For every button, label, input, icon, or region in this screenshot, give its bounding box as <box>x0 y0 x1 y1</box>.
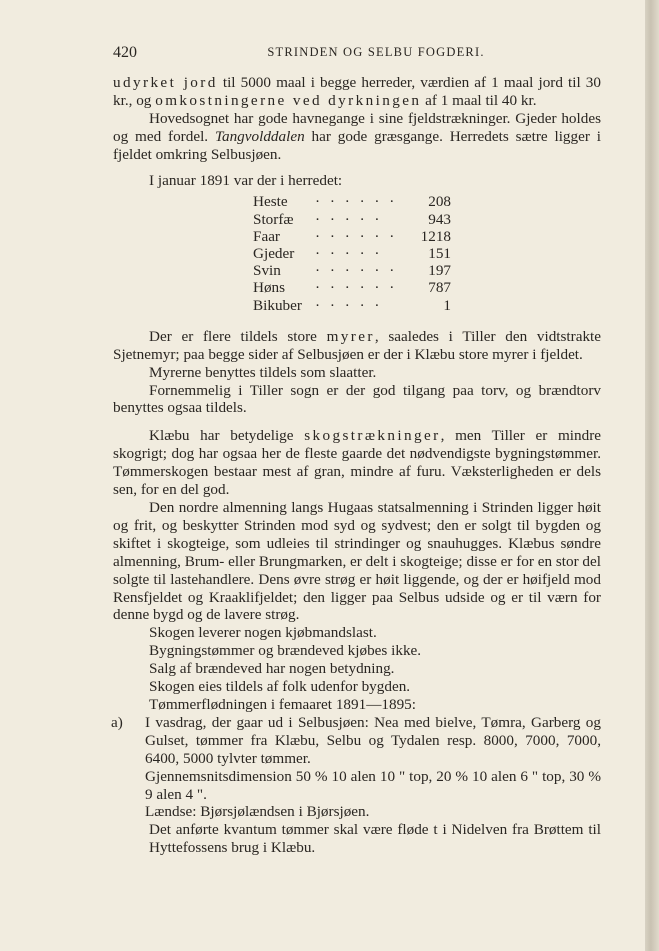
spaced-term: myrer <box>326 327 375 345</box>
leader-dots: · · · · · · <box>315 227 398 245</box>
text-run: Gjennemsnitsdimension 50 % 10 alen 10 " top, 20 % 10 alen 6 " top, 30 % 9 alen 4 ". <box>145 767 601 803</box>
closing-line: Det anførte kvantum tømmer skal være fløde t i Nidelven fra Brøttem til Hyttefossens brug i Klæbu. <box>149 821 601 857</box>
livestock-row <box>253 245 451 262</box>
animal-name: Gjeder <box>253 245 295 263</box>
short-line: Tømmerflødningen i femaaret 1891—1895: <box>149 695 416 713</box>
short-line: Salg af brændeved har nogen betydning. <box>149 660 395 678</box>
text-run: Hovedsognet har gode havnegange i sine fjeldstrækninger. Gjeder holdes og med fordel. <box>113 109 601 145</box>
skog-paragraph <box>113 427 601 499</box>
livestock-row <box>253 297 451 314</box>
almenning-paragraph: Den nordre almenning langs Hugaas statsalmenning i Strinden ligger høit og frit, og beskytter Strinden mod syd og sydvest; den er solgt til bygden og skiftet i skogteige, som udleies til strindinger og snauhugges. Klæbus søndre almenning, Brum- eller Brungmarken, er delt i skogteige; disse er for en stor del solgte til lastehandlere. Dens øvre strøg er høit liggende, og der er høifjeld mod Rensfjeldet og Kraaklifjeldet; den ligger paa Selbus udside og er til værn for denne bygd og de lavere strøg. <box>113 499 601 624</box>
page-number: 420 <box>113 44 137 61</box>
livestock-row <box>253 279 451 296</box>
census-intro: I januar 1891 var der i herredet: <box>149 171 343 189</box>
text-run: til 5000 maal i begge herreder, værdien af 1 maal jord til 30 kr., og <box>113 74 601 109</box>
livestock-table <box>253 193 451 313</box>
animal-count: 208 <box>428 193 451 211</box>
page-body <box>113 74 601 857</box>
running-title: STRINDEN OG SELBU FOGDERI. <box>267 45 485 59</box>
leader-dots: · · · · · · <box>315 262 398 280</box>
short-line: Skogen eies tildels af folk udenfor bygden. <box>149 678 411 696</box>
animal-count: 151 <box>428 245 451 263</box>
page-header <box>113 44 599 64</box>
animal-count: 943 <box>428 210 451 228</box>
animal-name: Svin <box>253 262 281 280</box>
leader-dots: · · · · · <box>315 210 383 228</box>
animal-name: Faar <box>253 227 280 245</box>
animal-count: 787 <box>428 279 451 297</box>
italic-place-name: Tangvolddalen <box>214 127 305 145</box>
leader-dots: · · · · · · <box>315 279 398 297</box>
spaced-term: omkostningerne ved dyrkningen <box>155 91 422 109</box>
laendse-line: Lændse: Bjørsjølændsen i Bjørsjøen. <box>145 803 370 821</box>
item-text: I vasdrag, der gaar ud i Selbusjøen: Nea med bielve, Tømra, Garberg og Gulset, tømmer fra Klæbu, Selbu og Tydalen resp. 8000, 7000, 7000, 6400, 5000 tylvter tømmer. <box>145 713 601 767</box>
intro-paragraph <box>113 74 601 110</box>
animal-count: 1 <box>443 296 451 314</box>
short-line: Skogen leverer nogen kjøbmandslast. <box>149 624 377 642</box>
slaatter-paragraph: Myrerne benyttes tildels som slaatter. <box>149 363 377 381</box>
myrer-paragraph <box>113 328 601 364</box>
text-run: har gode græsgange. Herredets sætre ligger i fjeldet omkring Selbusjøen. <box>113 127 601 163</box>
spaced-term: udyrket jord <box>113 74 218 91</box>
list-item-a <box>113 714 601 768</box>
leader-dots: · · · · · · <box>315 193 398 211</box>
text-run: Klæbu har betydelige <box>149 427 305 445</box>
animal-name: Storfæ <box>253 210 294 228</box>
text-run: Der er flere tildels store <box>149 327 327 345</box>
livestock-row <box>253 211 451 228</box>
livestock-row <box>253 262 451 279</box>
animal-name: Heste <box>253 193 288 211</box>
animal-count: 197 <box>428 262 451 280</box>
spaced-term: skogstrækninger <box>304 427 441 445</box>
animal-name: Høns <box>253 279 286 297</box>
text-run: af 1 maal til 40 kr. <box>421 91 537 109</box>
item-label: a) <box>111 713 123 731</box>
short-line: Bygningstømmer og brændeved kjøbes ikke. <box>149 642 422 660</box>
text-run: , men Tiller er mindre skogrigt; dog har ogsaa her de fleste gaarde det nødvendigste bygningstømmer. Tømmerskogen bestaar mest af gran, mindre af furu. Væksterligheden er dels sen, for en del god. <box>113 427 601 499</box>
animal-name: Bikuber <box>253 296 302 314</box>
text-run: , saaledes i Tiller den vidtstrakte Sjetnemyr; paa begge sider af Selbusjøen er der i Klæbu store myrer i fjeldet. <box>113 327 601 363</box>
livestock-row <box>253 193 451 210</box>
leader-dots: · · · · · <box>315 296 383 314</box>
page-edge <box>645 0 659 951</box>
dimension-line <box>113 768 601 804</box>
animal-count: 1218 <box>420 227 451 245</box>
leader-dots: · · · · · <box>315 245 383 263</box>
torv-paragraph: Fornemmelig i Tiller sogn er der god tilgang paa torv, og brændtorv benyttes ogsaa tildels. <box>113 381 601 417</box>
livestock-row <box>253 228 451 245</box>
pasture-paragraph <box>113 110 601 164</box>
